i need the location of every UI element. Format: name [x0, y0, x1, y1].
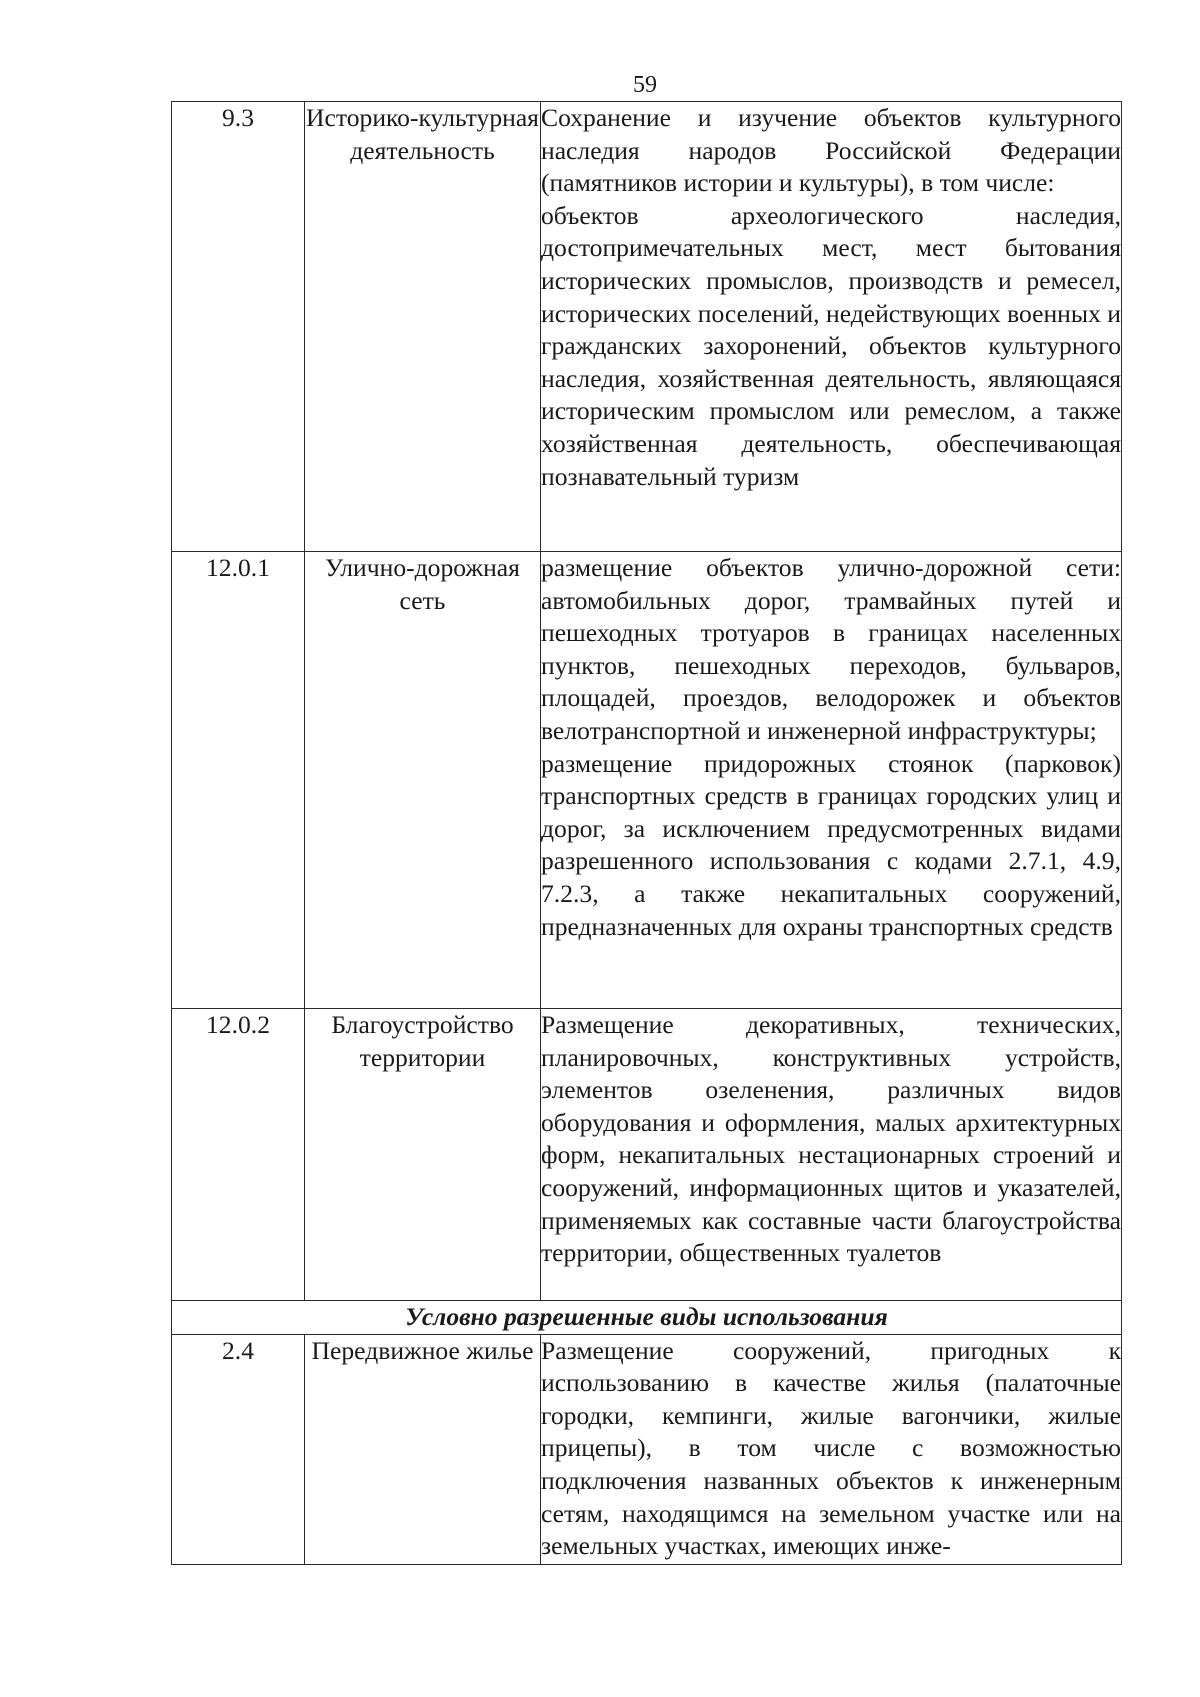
use-description: [541, 102, 1122, 552]
section-heading-row: [172, 1301, 1122, 1335]
use-code: 9.3: [172, 102, 305, 552]
description-paragraph: размещение объектов улично-дорожной сети: автомобильных дорог, трамвайных путей и пешеходных тротуаров в границах населенных пунктов, пешеходных переходов, бульваров, площадей, проездов, велодорожек и объектов велотранспортной и инженерной инфраструктуры;: [541, 553, 1121, 745]
use-description: [541, 1009, 1122, 1301]
land-use-table: [171, 101, 1122, 1565]
description-paragraph: объектов археологического наследия, достопримечательных мест, мест бытования исторических промыслов, производств и ремесел, исторических поселений, недействующих военных и гражданских захоронений, объектов культурного наследия, хозяйственная деятельность, являющаяся историческим промыслом или ремеслом, а также хозяйственная деятельность, обеспечивающая познавательный туризм: [541, 200, 1121, 491]
use-code: 12.0.2: [172, 1009, 305, 1301]
page-number: 59: [633, 72, 657, 98]
use-code: 12.0.1: [172, 552, 305, 1009]
use-code: 2.4: [172, 1334, 305, 1564]
use-name: Благоустройство территории: [305, 1009, 541, 1301]
use-name: Передвижное жилье: [305, 1334, 541, 1564]
table-row: [172, 552, 1122, 1009]
section-heading: Условно разрешенные виды использования: [172, 1301, 1122, 1335]
table-row: [172, 1334, 1122, 1564]
use-description: [541, 552, 1122, 1009]
use-name: Историко-культурная деятельность: [305, 102, 541, 552]
description-paragraph: Размещение сооружений, пригодных к использованию в качестве жилья (палаточные городки, кемпинги, жилые вагончики, жилые прицепы), в том числе с возможностью подключения названных объектов к инженерным сетям, находящимся на земельном участке или на земельных участках, имеющих инже-: [541, 1335, 1121, 1561]
use-name: Улично-дорожная сеть: [305, 552, 541, 1009]
table-row: [172, 102, 1122, 552]
description-paragraph: размещение придорожных стоянок (парковок) транспортных средств в границах городских улиц и дорог, за исключением предусмотренных видами разрешенного использования с кодами 2.7.1, 4.9, 7.2.3, а также некапитальных сооружений, предназначенных для охраны транспортных средств: [541, 748, 1121, 941]
table-row: [172, 1009, 1122, 1301]
description-paragraph: Сохранение и изучение объектов культурного наследия народов Российской Федерации (памятников истории и культуры), в том числе:: [541, 103, 1121, 198]
description-paragraph: Размещение декоративных, технических, планировочных, конструктивных устройств, элементов озеленения, различных видов оборудования и оформления, малых архитектурных форм, некапитальных нестационарных строений и сооружений, информационных щитов и указателей, применяемых как составные части благоустройства территории, общественных туалетов: [541, 1010, 1121, 1268]
use-description: [541, 1334, 1122, 1564]
